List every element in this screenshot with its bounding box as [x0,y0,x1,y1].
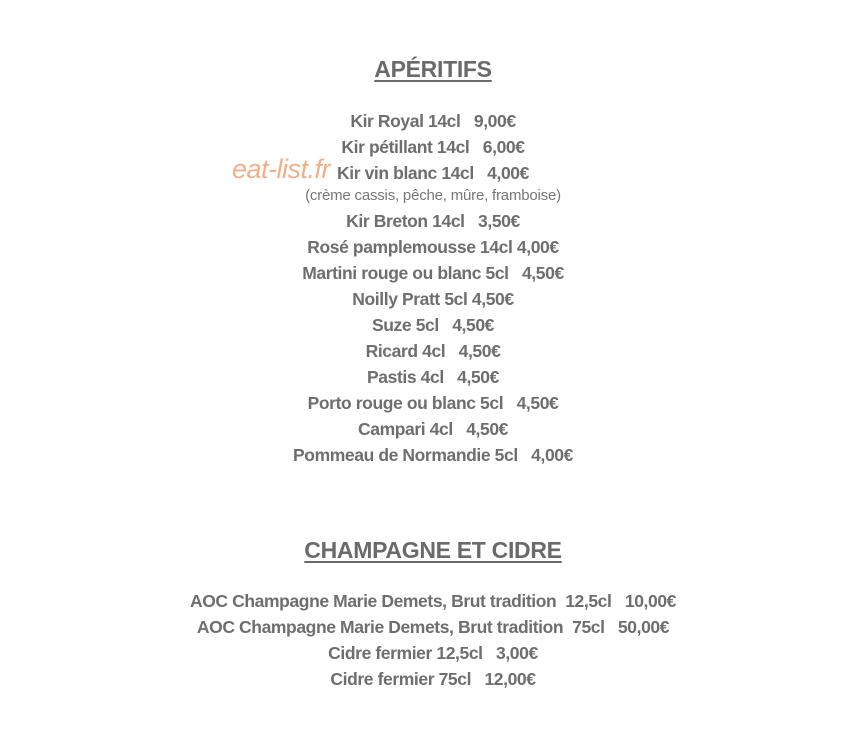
champagne-cidre-list [0,588,866,692]
menu-item-note: (crème cassis, pêche, mûre, framboise) [305,187,561,204]
section-title-aperitifs: APÉRITIFS [374,56,492,82]
menu-item: AOC Champagne Marie Demets, Brut tradition 75cl 50,00€ [196,617,670,637]
menu-item: Noilly Pratt 5cl 4,50€ [352,289,514,309]
menu-item: Kir Breton 14cl 3,50€ [346,211,520,231]
menu-item: Cidre fermier 75cl 12,00€ [330,669,536,689]
menu-item: Porto rouge ou blanc 5cl 4,50€ [307,393,559,413]
menu-item: Kir Royal 14cl 9,00€ [350,111,516,131]
menu-item: Kir vin blanc 14cl 4,00€ [337,163,529,183]
menu-item: Martini rouge ou blanc 5cl 4,50€ [302,263,564,283]
menu-item: Suze 5cl 4,50€ [371,315,494,335]
menu-item: AOC Champagne Marie Demets, Brut tradition 12,5cl 10,00€ [189,591,676,611]
section-title-champagne-cidre: CHAMPAGNE ET CIDRE [304,537,562,563]
menu-item: Campari 4cl 4,50€ [358,419,508,439]
menu-item: Rosé pamplemousse 14cl 4,00€ [307,237,559,257]
watermark-text: eat-list.fr [232,154,331,184]
menu-item: Kir pétillant 14cl 6,00€ [341,137,525,157]
aperitifs-list [0,108,866,468]
menu-item: Cidre fermier 12,5cl 3,00€ [328,643,538,663]
menu-item: Pommeau de Normandie 5cl 4,00€ [293,445,573,465]
menu-item: Ricard 4cl 4,50€ [365,341,501,361]
menu-item: Pastis 4cl 4,50€ [367,367,499,387]
